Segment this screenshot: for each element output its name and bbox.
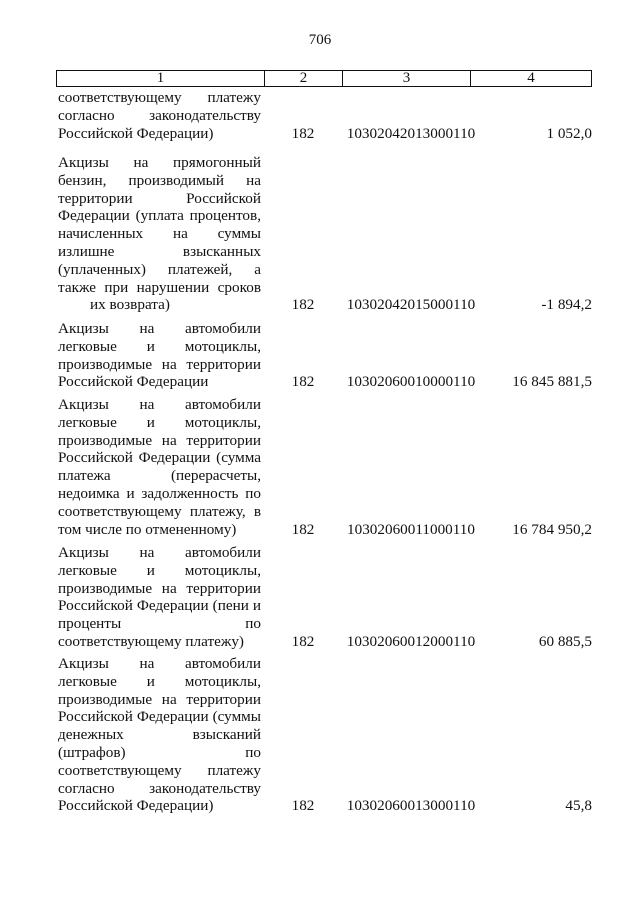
description-line: соответствующему платежу: [58, 761, 261, 779]
row-code: 182: [291, 520, 315, 538]
description-line: платежа (перерасчеты,: [58, 467, 261, 485]
description-line: легковые и мотоциклы,: [58, 561, 261, 579]
description-line: производимые на территории: [58, 431, 261, 449]
description-line: Акцизы на автомобили: [58, 396, 261, 413]
description-line: согласно законодательству: [58, 106, 261, 124]
header-col-2: 2: [265, 71, 343, 86]
header-col-3: 3: [343, 71, 471, 86]
description-line: (штрафов) по: [58, 743, 261, 761]
description-line: производимые на территории: [58, 579, 261, 597]
description-line: Российской Федерации): [58, 124, 214, 142]
row-kbk: 10302060012000110: [346, 633, 476, 650]
row-code: 182: [291, 633, 315, 650]
row-description: [58, 544, 261, 651]
row-amount: 16 845 881,5: [512, 373, 592, 391]
description-line: начисленных на суммы: [58, 225, 261, 243]
row-amount: 1 052,0: [546, 124, 592, 142]
row-description: [58, 320, 261, 391]
description-line: Российской Федерации: [58, 373, 209, 391]
description-line: Российской Федерации (суммы: [58, 708, 261, 726]
table-header: [56, 70, 592, 87]
row-description: [58, 655, 261, 815]
row-code: 182: [291, 296, 315, 314]
description-line: их возврата): [90, 296, 170, 314]
description-line: Российской Федерации): [58, 797, 214, 815]
row-description: [58, 89, 261, 142]
description-line: излишне взысканных: [58, 242, 261, 260]
description-line: легковые и мотоциклы,: [58, 413, 261, 431]
header-col-1: 1: [57, 71, 265, 86]
description-line: согласно законодательству: [58, 779, 261, 797]
description-line: производимые на территории: [58, 355, 261, 373]
row-amount: 45,8: [565, 797, 592, 815]
description-line: том числе по отмененному): [58, 520, 237, 538]
description-line: Акцизы на прямогонный: [58, 154, 261, 171]
description-line: производимые на территории: [58, 690, 261, 708]
description-line: недоимка и задолженность по: [58, 484, 261, 502]
description-line: Российской Федерации (пени и: [58, 597, 261, 615]
row-kbk: 10302060010000110: [346, 373, 476, 391]
row-kbk: 10302060011000110: [347, 520, 475, 538]
description-line: денежных взысканий: [58, 726, 261, 744]
description-line: проценты по: [58, 615, 261, 633]
description-line: Российской Федерации (сумма: [58, 449, 261, 467]
description-line: Акцизы на автомобили: [58, 544, 261, 561]
row-code: 182: [291, 124, 315, 142]
description-line: легковые и мотоциклы,: [58, 337, 261, 355]
row-code: 182: [291, 797, 315, 815]
description-line: легковые и мотоциклы,: [58, 672, 261, 690]
description-line: (уплаченных) платежей, а: [58, 260, 261, 278]
row-amount: -1 894,2: [541, 296, 592, 314]
row-amount: 16 784 950,2: [512, 520, 592, 538]
row-description: [58, 154, 261, 314]
description-line: Акцизы на автомобили: [58, 655, 261, 672]
description-line: соответствующему платежу, в: [58, 502, 261, 520]
row-code: 182: [291, 373, 315, 391]
description-line: соответствующему платежу: [58, 89, 261, 106]
description-line: бензин, производимый на: [58, 171, 261, 189]
row-amount: 60 885,5: [538, 633, 592, 650]
row-kbk: 10302042013000110: [346, 124, 476, 142]
row-kbk: 10302042015000110: [346, 296, 476, 314]
description-line: территории Российской: [58, 189, 261, 207]
description-line: Акцизы на автомобили: [58, 320, 261, 337]
row-kbk: 10302060013000110: [346, 797, 476, 815]
row-description: [58, 396, 261, 538]
description-line: соответствующему платежу): [58, 632, 244, 650]
description-line: также при нарушении сроков: [58, 278, 261, 296]
page-number: 706: [308, 32, 332, 48]
header-col-4: 4: [527, 70, 535, 86]
description-line: Федерации (уплата процентов,: [58, 207, 261, 225]
